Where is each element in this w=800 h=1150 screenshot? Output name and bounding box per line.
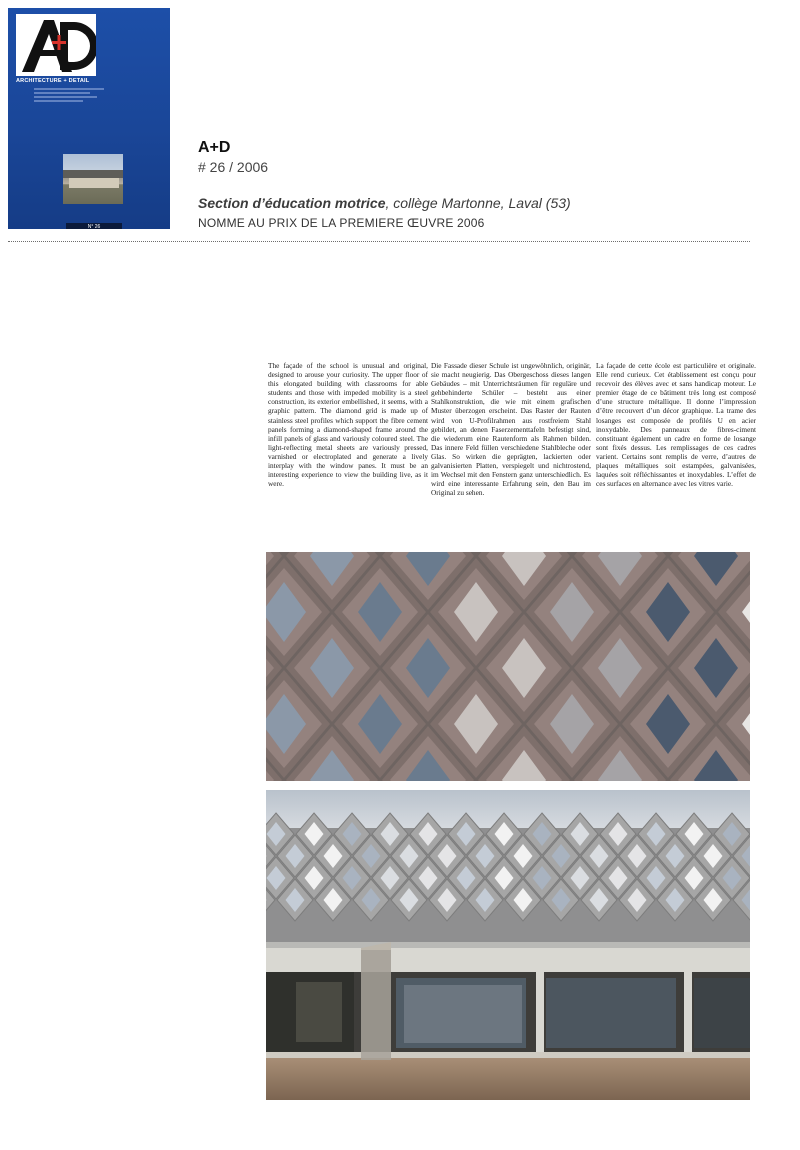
project-title xyxy=(198,195,571,211)
cover-issue-number: N° 26 xyxy=(66,223,122,229)
magazine-title: A+D xyxy=(198,139,231,156)
article-german: Die Fassade dieser Schule ist ungewöhnlich, originär, sie macht neugierig. Das Obergeschoss dieses langen Gebäudes – mit Unterrichtsräumen für reguläre und gehbehinderte Schüler – besteht aus einer Stahlkonstruktion, die wie mit einem grafischen Muster überzogen erscheint. Das Raster der Rauten wird von U-Profilrahmen aus rostfreiem Stahl gebildet, an denen Faserzementtafeln befestigt sind, die wiederum eine Rautenform als Rahmen bilden. Das innere Feld füllen verschiedene Stahlbleche oder Glas. So wirken die geprägten, lackierten oder galvanisierten Platten, verspiegelt und nichtrostend, im Wechsel mit den Fenstern ganz unterschiedlich. Es wird eine interessante Erfahrung sein, den Bau im Original zu sehen. xyxy=(431,361,591,498)
article-french: La façade de cette école est particulière et originale. Elle rend curieux. Cet établissement est conçu pour recevoir des élèves avec et sans handicap moteur. Le premier étage de ce bâtiment très long est composé d’une structure métallique. Il donne l’impression d’être recouvert d’un décor graphique. La trame des losanges est composée de profilés U en acier inoxydable. Des panneaux de fibres-ciment constituant également un cadre en forme de losange sont fixés dessus. Les remplissages de ces cadres varient. Certains sont remplis de verre, d’autres de plaques métalliques soit estampées, galvanisées, laquées soit réfléchissantes et inoxydables. L’effet de ces surfaces en alternance avec les vitres varie. xyxy=(596,361,756,489)
cover-subtitle-lines xyxy=(34,88,104,104)
article-english: The façade of the school is unusual and original, designed to arouse your curiosity. The upper floor of this elongated building with classrooms for able students and those with impeded mobility is a steel construction, its exterior embellished, it seems, with a graphic pattern. The diamond grid is made up of stainless steel profiles which support the fibre cement panels forming a diamond-shaped frame around the infill panels of glass and variously coloured steel. The light-reflecting metal sheets are variously pressed, varnished or electroplated and generate a lively interplay with the window panes. It must be an interesting experience to view the building live, as it were. xyxy=(268,361,428,489)
building-view-photo xyxy=(266,790,750,1100)
magazine-cover xyxy=(8,8,170,229)
issue-number: # 26 / 2006 xyxy=(198,159,269,175)
project-location: , collège Martonne, Laval (53) xyxy=(385,195,571,211)
cover-tagline: ARCHITECTURE + DETAIL xyxy=(16,78,90,84)
ad-logo xyxy=(16,14,96,76)
dotted-separator xyxy=(8,241,750,242)
award-line: NOMME AU PRIX DE LA PREMIERE ŒUVRE 2006 xyxy=(198,216,485,230)
project-name: Section d’éducation motrice xyxy=(198,195,386,211)
facade-detail-photo xyxy=(266,552,750,781)
cover-photo xyxy=(63,154,123,204)
